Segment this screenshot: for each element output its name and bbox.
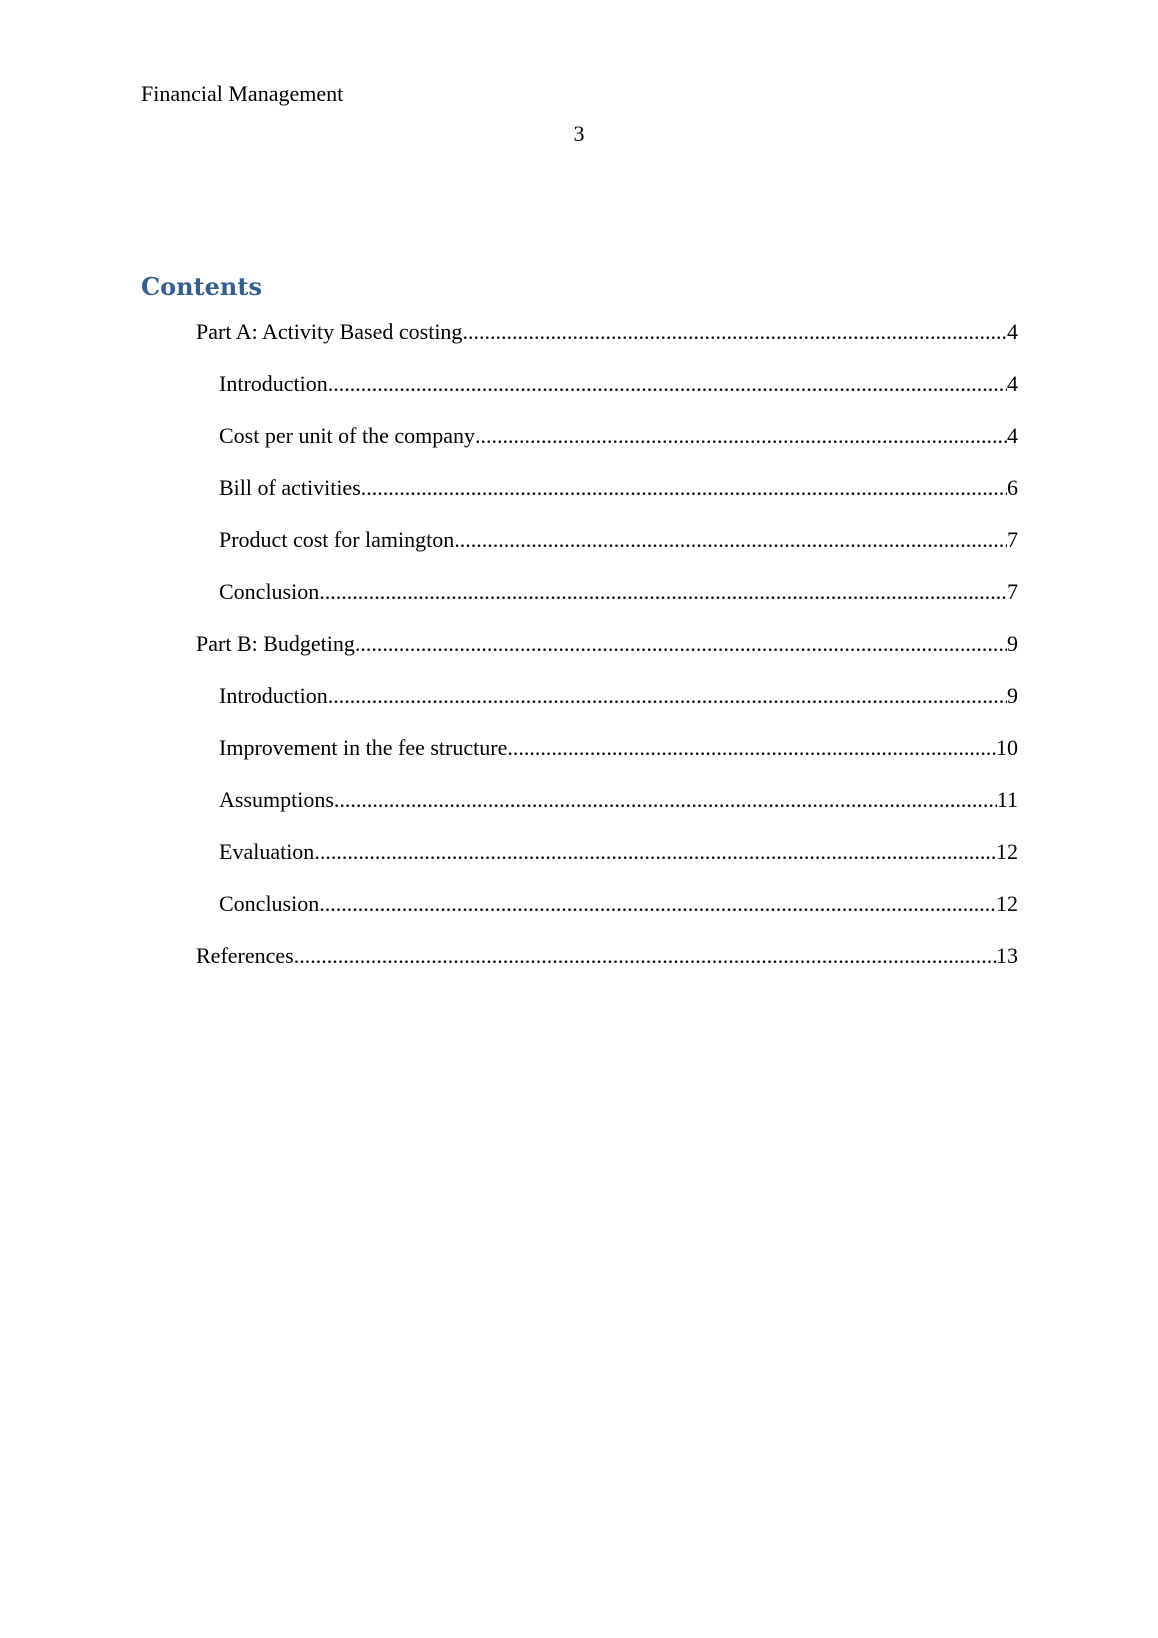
toc-entry-label: Introduction [219,371,328,396]
toc-dot-leader [475,422,1007,450]
toc-heading: Contents [141,272,262,301]
toc-entry-assumptions[interactable] [219,786,1018,814]
toc-entry-page: 7 [1007,527,1018,552]
toc-entry-page: 11 [996,787,1018,812]
toc-entry-cost-per-unit[interactable] [219,422,1018,450]
toc-entry-part-a-conclusion[interactable] [219,578,1018,606]
running-header-title: Financial Management [141,81,344,106]
toc-dot-leader [361,474,1007,502]
toc-entry-page: 10 [996,735,1018,760]
page-number: 3 [573,121,585,146]
toc-dot-leader [294,942,996,970]
toc-entry-part-b-introduction[interactable] [219,682,1018,710]
toc-dot-leader [355,630,1007,658]
toc-entry-page: 9 [1007,631,1018,656]
toc-entry-part-b-conclusion[interactable] [219,890,1018,918]
toc-entry-page: 4 [1007,319,1018,344]
toc-entry-page: 12 [996,891,1018,916]
toc-entry-label: Improvement in the fee structure [219,735,508,760]
toc-entry-product-cost-lamington[interactable] [219,526,1018,554]
toc-dot-leader [454,526,1007,554]
toc-entry-part-a[interactable] [196,318,1018,346]
toc-entry-label: Evaluation [219,839,315,864]
toc-entry-label: Cost per unit of the company [219,423,476,448]
toc-dot-leader [328,370,1007,398]
toc-entry-page: 7 [1007,579,1018,604]
toc-entry-label: Product cost for lamington [219,527,455,552]
toc-entry-page: 4 [1007,371,1018,396]
toc-entry-label: Introduction [219,683,328,708]
toc-dot-leader [328,682,1007,710]
toc-entry-evaluation[interactable] [219,838,1018,866]
toc-dot-leader [319,890,996,918]
toc-entry-label: Conclusion [219,891,320,916]
toc-entry-label: Part A: Activity Based costing [196,319,463,344]
toc-entry-page: 13 [996,943,1018,968]
toc-entry-label: Bill of activities [219,475,361,500]
toc-dot-leader [462,318,1007,346]
toc-entry-label: Part B: Budgeting [196,631,355,656]
toc-entry-fee-structure[interactable] [219,734,1018,762]
toc-dot-leader [314,838,996,866]
toc-entry-page: 9 [1007,683,1018,708]
toc-entry-page: 12 [996,839,1018,864]
toc-entry-page: 4 [1007,423,1018,448]
toc-entry-part-a-introduction[interactable] [219,370,1018,398]
toc-dot-leader [507,734,996,762]
toc-entry-label: Conclusion [219,579,320,604]
toc-dot-leader [319,578,1007,606]
toc-entry-label: Assumptions [219,787,334,812]
toc-entry-part-b[interactable] [196,630,1018,658]
toc-dot-leader [334,786,997,814]
toc-entry-references[interactable] [196,942,1018,970]
toc-entry-label: References [196,943,294,968]
toc-entry-page: 6 [1007,475,1018,500]
toc-entry-bill-of-activities[interactable] [219,474,1018,502]
